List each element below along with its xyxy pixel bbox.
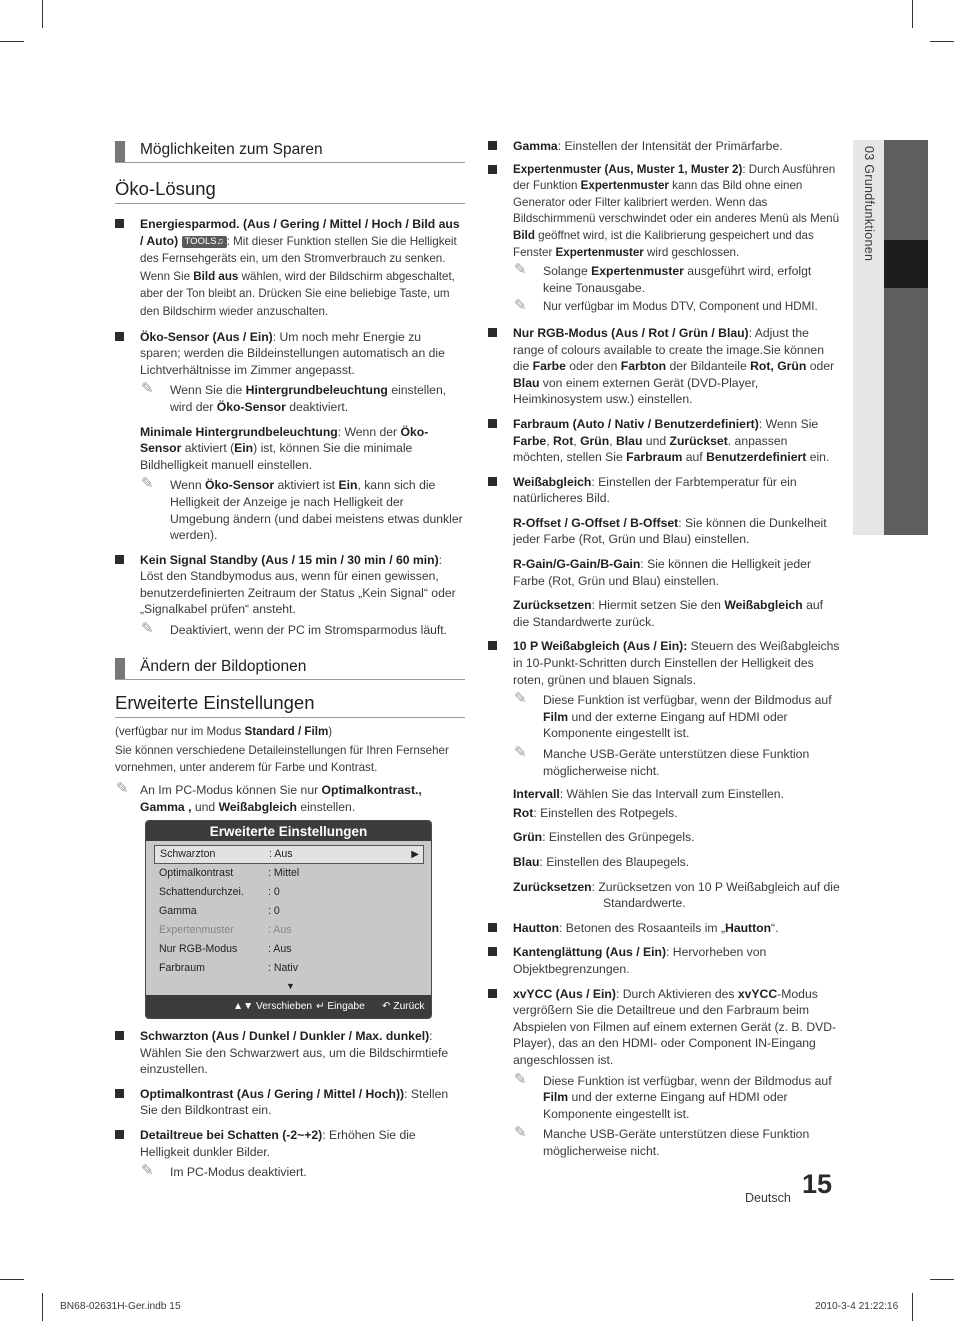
note-pencil-icon: ✎ bbox=[116, 780, 129, 798]
side-tab-label: 03 Grundfunktionen bbox=[862, 146, 876, 262]
crop-mark bbox=[930, 1279, 954, 1280]
list-item-10p-weissabgleich: 10 P Weißabgleich (Aus / Ein): Steuern des Weißabgleichs in 10-Punkt-Schritten durch Einstellen der Helligkeit des roten, grünen und blauen Signals. bbox=[488, 638, 840, 688]
note: ✎ An Im PC-Modus können Sie nur Optimalkontrast., Gamma , und Weißabgleich einstellen. bbox=[116, 780, 422, 815]
note: ✎ Deaktiviert, wenn der PC im Stromsparmodus läuft. bbox=[141, 620, 448, 638]
paragraph-offset: R-Offset / G-Offset / B-Offset: Sie können die Dunkelheit jeder Farbe (Rot, Grün und Blau) einstellen. bbox=[513, 515, 827, 547]
left-column-lower bbox=[115, 1028, 465, 1181]
print-slug-date: 2010-3-4 21:22:16 bbox=[815, 1301, 899, 1312]
paragraph-gain: R-Gain/G-Gain/B-Gain: Sie können die Helligkeit jeder Farbe (Rot, Grün und Blau) einstellen. bbox=[513, 557, 812, 588]
bullet-square-icon bbox=[115, 1031, 124, 1040]
menu-item-expertenmuster: Expertenmuster : Aus bbox=[159, 924, 292, 936]
arrow-right-icon: ▶ bbox=[411, 849, 419, 860]
note-pencil-icon: ✎ bbox=[141, 475, 154, 493]
note-pencil-icon: ✎ bbox=[514, 297, 527, 315]
list-item-oeko-sensor: Öko-Sensor (Aus / Ein): Um noch mehr Energie zu sparen; werden die Bildeinstellungen automatisch an die Lichtverhältnisse im Zimmer angepasst. bbox=[115, 329, 465, 379]
page-title: Öko-Lösung bbox=[115, 177, 465, 204]
note: ✎ Wenn Sie die Hintergrundbeleuchtung einstellen, wird der Öko-Sensor deaktiviert. bbox=[141, 380, 447, 414]
side-tab-chapter-block bbox=[884, 140, 928, 535]
list-item-gamma: Gamma: Einstellen der Intensität der Primärfarbe. bbox=[488, 138, 840, 155]
paragraph-zuruecksetzen-10p: Zurücksetzen: Zurücksetzen von 10 P Weißabgleich auf die Standardwerte. bbox=[513, 879, 840, 911]
menu-item-optimalkontrast[interactable]: Optimalkontrast : Mittel bbox=[159, 867, 300, 879]
note: ✎ Diese Funktion ist verfügbar, wenn der Bildmodus auf Film und der externe Eingang auf HDMI oder Komponente eingestellt ist. bbox=[514, 690, 832, 741]
list-item-hautton: Hautton: Betonen des Rosaanteils im „Hautton“. bbox=[488, 920, 840, 937]
note: ✎ Solange Expertenmuster ausgeführt wird, erfolgt keine Tonausgabe. bbox=[514, 261, 812, 295]
menu-item-gamma[interactable]: Gamma : 0 bbox=[159, 905, 280, 917]
left-column bbox=[115, 140, 465, 816]
back-hint: ↶ Zurück bbox=[382, 1001, 425, 1012]
list-item-nur-rgb-modus: Nur RGB-Modus (Aus / Rot / Grün / Blau): Adjust the range of colours available to create the image.Sie können die Farbe oder den Farbton der Bildanteile Rot, Grün oder Blau von einem externen Gerät (DVD-Player, Heimkinosystem usw.) einstellen. bbox=[488, 325, 840, 408]
bullet-square-icon bbox=[115, 1130, 124, 1139]
list-item-xvycc: xvYCC (Aus / Ein): Durch Aktivieren des xvYCC-Modus vergrößern Sie die Detailtreue und den Farbraum beim Abspielen von Filmen auf einem externen Gerät (z. B. DVD-Player), das an den HDMI- oder Component IN-Eingang angeschlossen ist. bbox=[488, 986, 840, 1069]
section-heading: Möglichkeiten zum Sparen bbox=[115, 140, 465, 163]
tools-button-icon: TOOLS♫ bbox=[182, 236, 227, 248]
print-slug-file: BN68-02631H-Ger.indb 15 bbox=[60, 1301, 181, 1312]
menu-item-schwarzton[interactable]: Schwarzton : Aus ▶ bbox=[154, 845, 424, 864]
osd-menu-erweiterte-einstellungen bbox=[145, 820, 432, 1019]
list-item-detailtreue: Detailtreue bei Schatten (-2~+2): Erhöhen Sie die Helligkeit dunkler Bilder. bbox=[115, 1127, 465, 1160]
note-pencil-icon: ✎ bbox=[514, 1070, 527, 1088]
scroll-down-icon: ▼ bbox=[286, 981, 295, 991]
menu-footer bbox=[146, 995, 431, 1018]
note-pencil-icon: ✎ bbox=[514, 1124, 527, 1142]
menu-list bbox=[154, 845, 424, 978]
crop-mark bbox=[912, 0, 913, 28]
list-item-schwarzton: Schwarzton (Aus / Dunkel / Dunkler / Max. dunkel): Wählen Sie den Schwarzwert aus, um die Bildschirmtiefe einzustellen. bbox=[115, 1028, 465, 1078]
enter-hint: ↵ Eingabe bbox=[316, 1001, 365, 1012]
footer-language: Deutsch bbox=[745, 1191, 791, 1205]
bullet-square-icon bbox=[488, 165, 497, 174]
list-item-expertenmuster: Expertenmuster (Aus, Muster 1, Muster 2): Durch Ausführen der Funktion Expertenmuster kann das Bild ohne einen Generator oder Filter kalibriert werden. Wenn das Bildschirmmenü verschwindet oder ein anderes Menü als Menü Bild geöffnet wird, ist die Kalibrierung gespeichert und das Fenster Expertenmuster wird geschlossen. bbox=[488, 162, 840, 262]
bullet-square-icon bbox=[115, 555, 124, 564]
list-item-farbraum: Farbraum (Auto / Nativ / Benutzerdefiniert): Wenn Sie Farbe, Rot, Grün, Blau und Zurückset. anpassen möchten, stellen Sie Farbraum auf Benutzerdefiniert ein. bbox=[488, 416, 840, 466]
bullet-square-icon bbox=[488, 419, 497, 428]
note: ✎ Wenn Öko-Sensor aktiviert ist Ein, kann sich die Helligkeit der Anzeige je nach Helligkeit der Umgebung ändern (und dabei meistens etwas dunkler werden). bbox=[141, 475, 463, 543]
paragraph-blau: Blau: Einstellen des Blaupegels. bbox=[513, 854, 690, 869]
crop-mark bbox=[0, 1279, 24, 1280]
page-title: Erweiterte Einstellungen bbox=[115, 691, 465, 718]
menu-item-schattendurchzeichnung[interactable]: Schattendurchzei. : 0 bbox=[159, 886, 280, 898]
note-pencil-icon: ✎ bbox=[141, 380, 154, 398]
list-item-weissabgleich: Weißabgleich: Einstellen der Farbtemperatur für ein natürlicheres Bild. bbox=[488, 474, 840, 507]
bullet-square-icon bbox=[488, 923, 497, 932]
list-item-optimalkontrast: Optimalkontrast (Aus / Gering / Mittel / Hoch)): Stellen Sie den Bildkontrast ein. bbox=[115, 1086, 465, 1119]
right-column bbox=[488, 138, 840, 1159]
move-hint: ▲▼ Verschieben bbox=[233, 1001, 313, 1012]
note-pencil-icon: ✎ bbox=[141, 1162, 154, 1180]
crop-mark bbox=[42, 1293, 43, 1321]
side-tab-marker bbox=[884, 240, 928, 288]
menu-header: Erweiterte Einstellungen bbox=[146, 821, 431, 841]
note-pencil-icon: ✎ bbox=[141, 620, 154, 638]
menu-item-farbraum[interactable]: Farbraum : Nativ bbox=[159, 962, 299, 974]
bullet-square-icon bbox=[115, 1089, 124, 1098]
note: ✎ Nur verfügbar im Modus DTV, Component und HDMI. bbox=[514, 297, 818, 315]
paragraph-zuruecksetzen: Zurücksetzen: Hiermit setzen Sie den Weißabgleich auf die Standardwerte zurück. bbox=[513, 598, 824, 629]
note: ✎ Manche USB-Geräte unterstützen diese Funktion möglicherweise nicht. bbox=[514, 1124, 810, 1158]
crop-mark bbox=[912, 1293, 913, 1321]
paragraph-rot: Rot: Einstellen des Rotpegels. bbox=[513, 805, 678, 820]
intro-paragraph: Sie können verschiedene Detaileinstellungen für Ihren Fernseher vornehmen, unter anderem für Farbe und Kontrast. bbox=[115, 744, 449, 774]
note-pencil-icon: ✎ bbox=[514, 744, 527, 761]
paragraph-intervall: Intervall: Wählen Sie das Intervall zum Einstellen. bbox=[513, 787, 784, 802]
note: ✎ Diese Funktion ist verfügbar, wenn der Bildmodus auf Film und der externe Eingang auf HDMI oder Komponente eingestellt ist. bbox=[514, 1070, 832, 1121]
bullet-square-icon bbox=[488, 947, 497, 956]
bullet-square-icon bbox=[488, 328, 497, 337]
list-item-kein-signal-standby: Kein Signal Standby (Aus / 15 min / 30 min / 60 min): Löst den Standbymodus aus, wenn für einen gewissen, benutzerdefinierten Zeitraum der Status „Kein Signal“ oder „Signalkabel prüfen“ ansteht. bbox=[115, 552, 465, 618]
page-number: 15 bbox=[802, 1169, 833, 1199]
crop-mark bbox=[0, 41, 24, 42]
bullet-square-icon bbox=[488, 641, 497, 650]
paragraph-gruen: Grün: Einstellen des Grünpegels. bbox=[513, 830, 695, 845]
availability-note: (verfügbar nur im Modus Standard / Film) bbox=[115, 724, 333, 738]
bullet-square-icon bbox=[488, 989, 497, 998]
paragraph-minimale-hintergrundbeleuchtung: Minimale Hintergrundbeleuchtung: Wenn der Öko-Sensor aktiviert (Ein) ist, können Sie die minimale Bildhelligkeit manuell einstellen. bbox=[140, 424, 429, 472]
note: ✎ Manche USB-Geräte unterstützen diese Funktion möglicherweise nicht. bbox=[514, 744, 810, 778]
note-pencil-icon: ✎ bbox=[514, 261, 527, 279]
note: ✎ Im PC-Modus deaktiviert. bbox=[141, 1162, 307, 1180]
crop-mark bbox=[930, 41, 954, 42]
bullet-square-icon bbox=[115, 332, 124, 341]
bullet-square-icon bbox=[488, 477, 497, 486]
menu-item-nur-rgb-modus[interactable]: Nur RGB-Modus : Aus bbox=[159, 943, 292, 955]
note-pencil-icon: ✎ bbox=[514, 690, 527, 708]
bullet-square-icon bbox=[115, 219, 124, 228]
crop-mark bbox=[42, 0, 43, 28]
bullet-square-icon bbox=[488, 141, 497, 150]
list-item-kantenglaettung: Kantenglättung (Aus / Ein): Hervorheben von Objektbegrenzungen. bbox=[488, 944, 840, 977]
section-heading: Ändern der Bildoptionen bbox=[115, 657, 465, 680]
list-item-energiesparmodus: Energiesparmod. (Aus / Gering / Mittel / Hoch / Bild aus / Auto) TOOLS♫ : Mit dieser Funktion stellen Sie die Helligkeit des Fernsehgeräts ein, um den Stromverbrauch zu senken. Wenn Sie Bild aus wählen, wird der Bildschirm abgeschaltet, aber der Ton bleibt an. Drücken Sie eine beliebige Taste, um den Bildschirm wieder anzuschalten. bbox=[115, 216, 465, 321]
